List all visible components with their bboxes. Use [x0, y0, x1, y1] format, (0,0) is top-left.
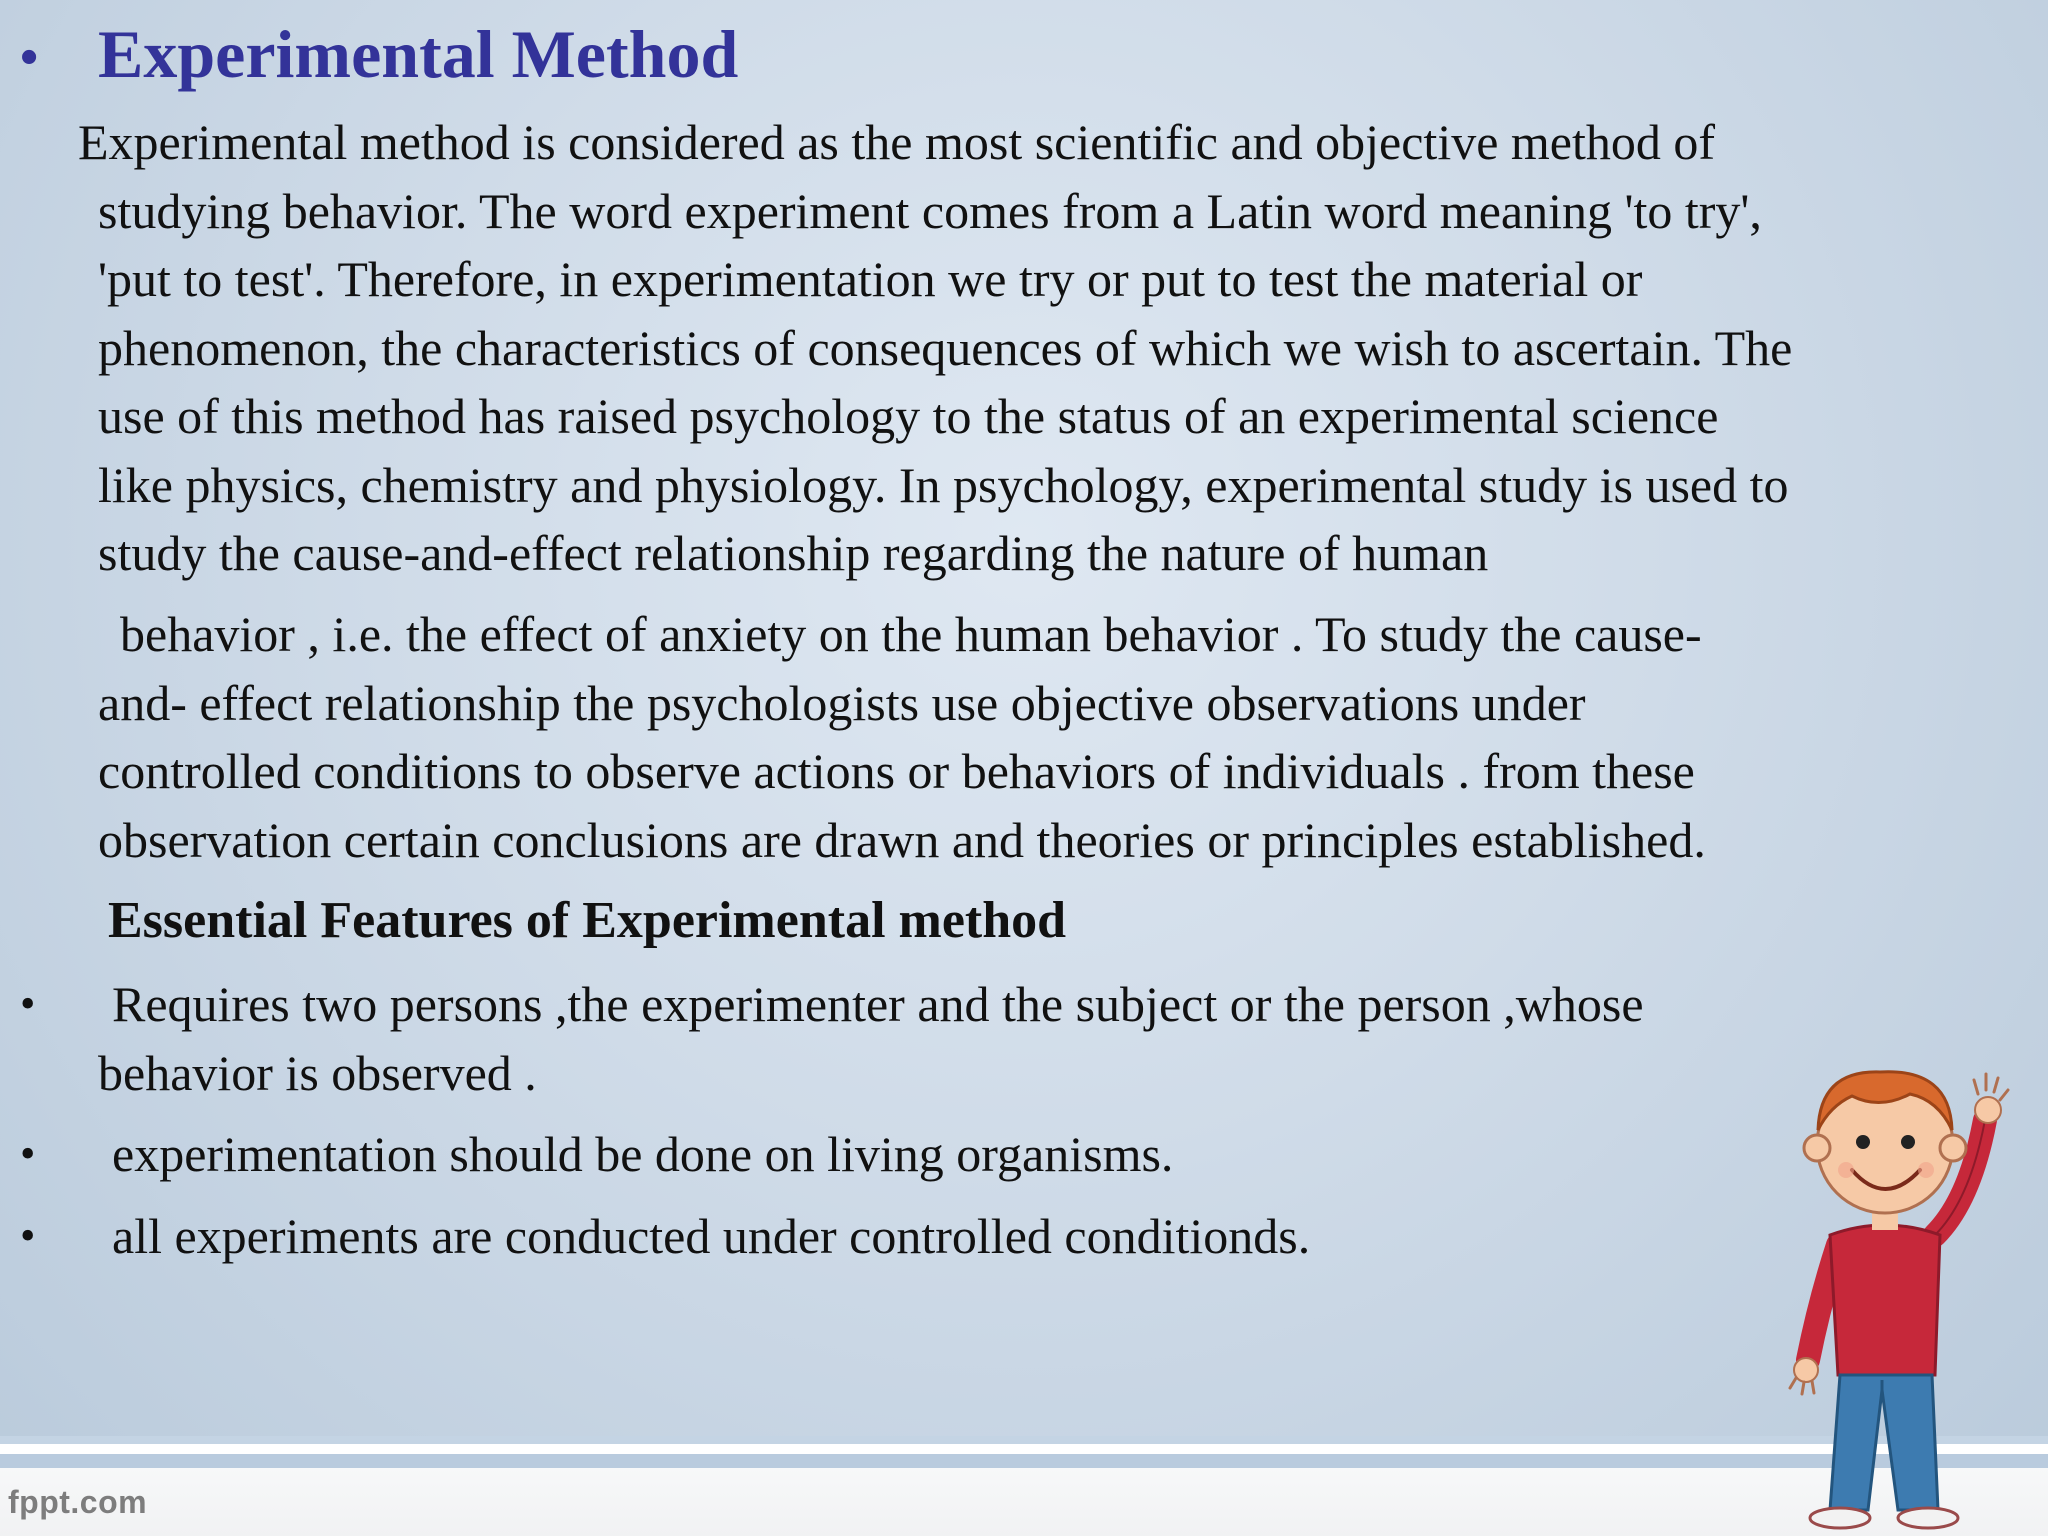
paragraph-line: behavior , i.e. the effect of anxiety on the human behavior . To study the cause-	[120, 606, 1702, 662]
slide-title	[20, 14, 738, 98]
footer-band	[0, 1436, 2048, 1536]
paragraph-line: phenomenon, the characteristics of consequences of which we wish to ascertain. The	[98, 319, 1793, 376]
paragraph-line: study the cause-and-effect relationship regarding the nature of human	[98, 525, 1489, 581]
list-item-text: experimentation should be done on living organisms.	[112, 1126, 1174, 1182]
paragraph-line: observation certain conclusions are drawn and theories or principles established.	[98, 811, 1706, 868]
paragraph-line: 'put to test'. Therefore, in experimentation we try or put to test the material or	[98, 251, 1643, 307]
bullet-icon: •	[20, 1210, 36, 1260]
bullet-icon: •	[20, 1129, 36, 1178]
list-item	[20, 1202, 1644, 1271]
paragraph-line: like physics, chemistry and physiology. In psychology, experimental study is used to	[98, 456, 1789, 513]
paragraph-line: use of this method has raised psychology to the status of an experimental science	[98, 388, 1719, 444]
waving-boy-icon	[1760, 1030, 2020, 1530]
title-bullet: •	[20, 29, 39, 86]
bullet-icon: •	[20, 979, 36, 1028]
list-item	[20, 1120, 1644, 1189]
features-list	[20, 970, 1644, 1283]
list-item-text-continued: behavior is observed .	[98, 1044, 537, 1101]
paragraph-line: and- effect relationship the psychologists use objective observations under	[98, 674, 1586, 731]
paragraph-line: Experimental method is considered as the most scientific and objective method of	[78, 114, 1716, 170]
footer-brand: fppt.com	[8, 1484, 148, 1520]
title-text: Experimental Method	[98, 16, 739, 92]
list-item	[20, 970, 1644, 1107]
paragraph-line: controlled conditions to observe actions or behaviors of individuals . from these	[98, 743, 1695, 799]
features-heading: Essential Features of Experimental method	[108, 892, 1067, 949]
paragraph-cause-effect	[98, 600, 1706, 874]
list-item-text: all experiments are conducted under controlled conditionds.	[112, 1207, 1311, 1264]
paragraph-intro	[78, 108, 1792, 588]
paragraph-line: studying behavior. The word experiment comes from a Latin word meaning 'to try',	[98, 182, 1762, 239]
list-item-text: Requires two persons ,the experimenter and the subject or the person ,whose	[112, 976, 1644, 1032]
